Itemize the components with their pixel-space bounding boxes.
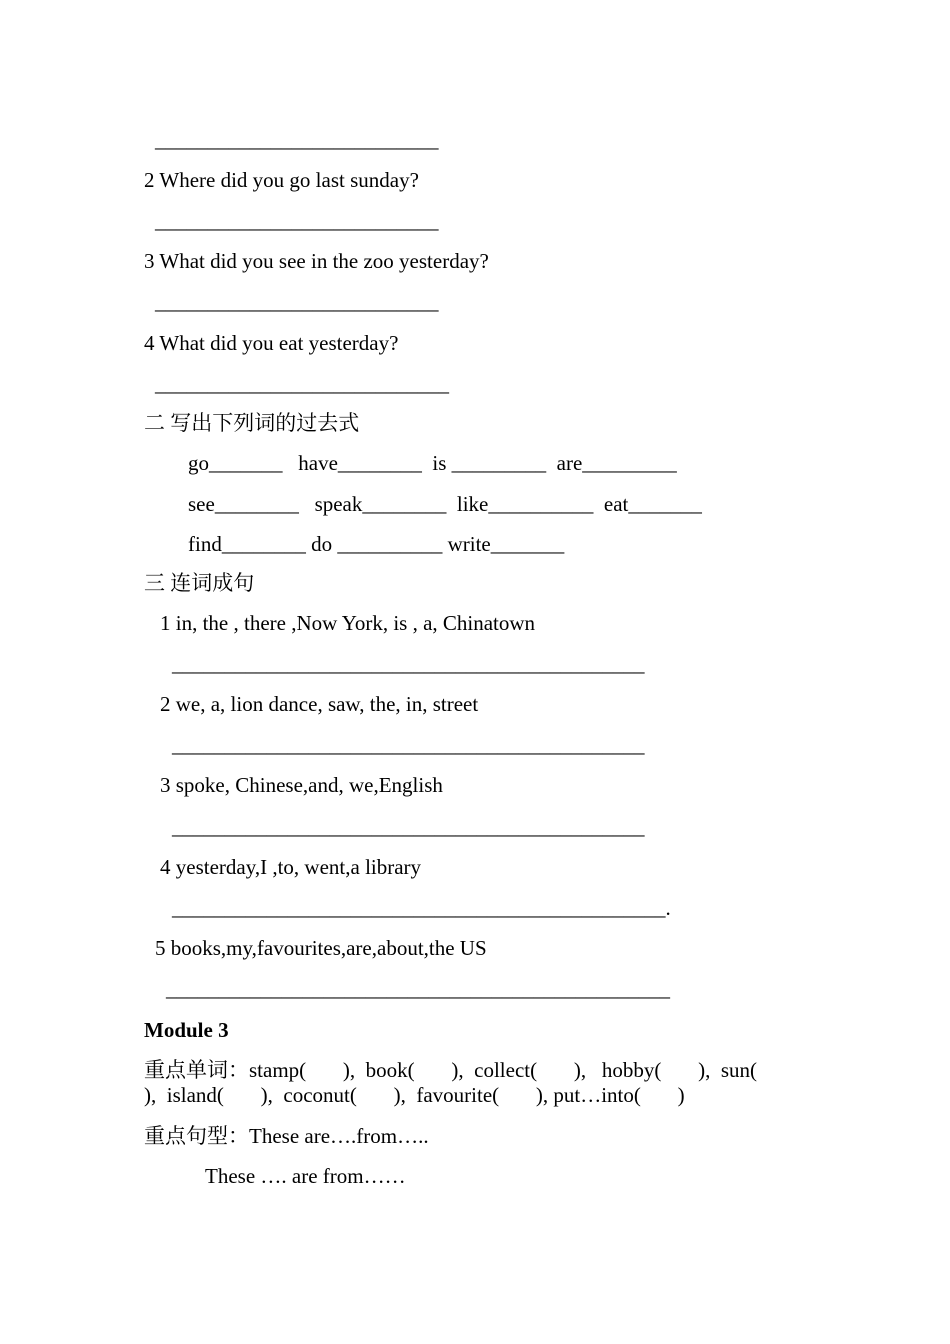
question-2: 2 Where did you go last sunday? xyxy=(144,168,419,192)
section-3-heading: 三 连词成句 xyxy=(144,571,255,595)
word-prompt: 4 yesterday,I ,to, went,a library xyxy=(160,855,422,879)
past-tense-row[interactable]: see________ speak________ like__________ eat_______ xyxy=(188,492,702,516)
word-prompt: 3 spoke, Chinese,and, we,English xyxy=(160,773,443,797)
past-tense-row[interactable]: go_______ have________ is _________ are_________ xyxy=(188,451,677,475)
answer-line[interactable]: _____________________________________________ xyxy=(172,733,645,757)
answer-line[interactable]: ___________________________ xyxy=(155,209,439,233)
word-prompt: 2 we, a, lion dance, saw, the, in, street xyxy=(160,692,479,716)
answer-line[interactable]: ___________________________ xyxy=(155,128,439,152)
question-3: 3 What did you see in the zoo yesterday? xyxy=(144,249,489,273)
answer-line[interactable]: ____________________________ xyxy=(155,372,449,396)
answer-line[interactable]: _____________________________________________ xyxy=(172,652,645,676)
word-prompt: 5 books,my,favourites,are,about,the US xyxy=(155,936,487,960)
answer-line[interactable]: _______________________________________________. xyxy=(172,896,671,920)
module-3-title: Module 3 xyxy=(144,1018,229,1042)
answer-line[interactable]: ___________________________ xyxy=(155,290,439,314)
key-sentence-line: These …. are from…… xyxy=(205,1164,406,1188)
question-4: 4 What did you eat yesterday? xyxy=(144,331,399,355)
section-2-heading: 二 写出下列词的过去式 xyxy=(144,411,360,435)
key-sentence-line: 重点句型：These are….from….. xyxy=(144,1124,429,1148)
key-words-line: 重点单词：stamp( ), book( ), collect( ), hobby( ), sun( xyxy=(144,1058,757,1082)
key-words-line: ), island( ), coconut( ), favourite( ), put…into( ) xyxy=(144,1083,685,1107)
answer-line[interactable]: _____________________________________________ xyxy=(172,815,645,839)
answer-line[interactable]: ________________________________________________ xyxy=(166,977,670,1001)
past-tense-row[interactable]: find________ do __________ write_______ xyxy=(188,532,565,556)
word-prompt: 1 in, the , there ,Now York, is , a, Chinatown xyxy=(160,611,536,635)
